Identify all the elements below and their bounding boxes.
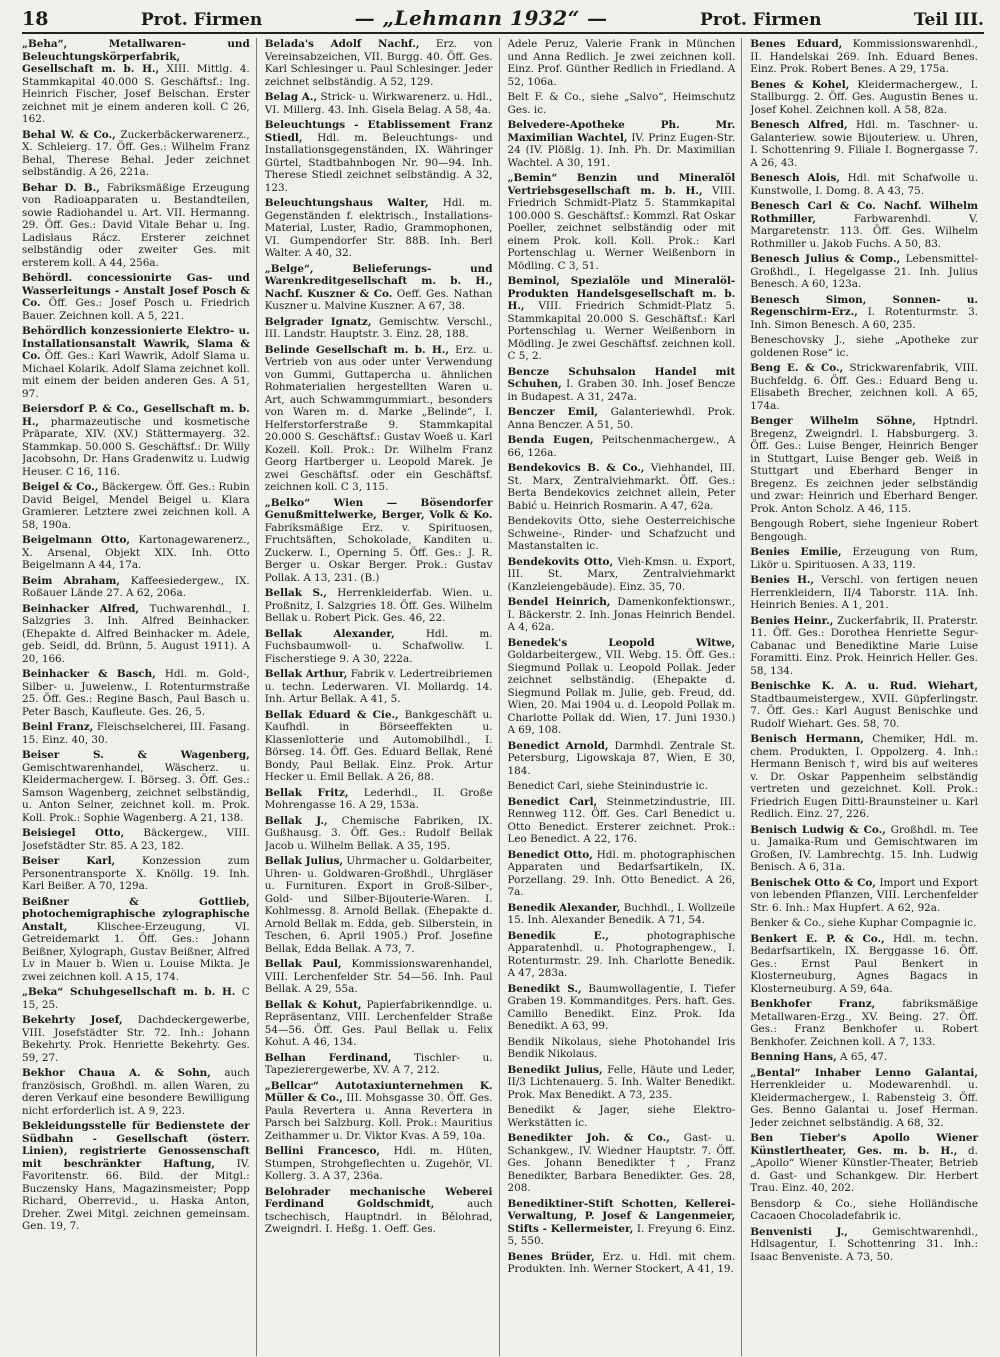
company-name: Bendel Heinrich, [507, 596, 611, 608]
company-name: Bekleidungsstelle für Bedienstete der Südbahn - Gesellschaft (österr. Linien), registrierte Genossenschaft mit beschränkter Haftung, [22, 1120, 250, 1170]
company-name: Beiser S. & Wagenberg, [22, 749, 250, 761]
company-details: Beneschovsky J., siehe „Apotheke zur goldenen Rose“ ic. [750, 334, 978, 359]
company-details: Herrenkleider u. Modewarenhdl. u. Kleidermachergew., I. Rabensteig 3. Öff. Ges. Benno Galantai u. Josef Herman. Jeder zeichnet selbständig. A 68, 32. [750, 1079, 978, 1129]
company-entry [22, 668, 250, 718]
company-name: Benesch Julius & Comp., [750, 253, 901, 265]
company-entry [508, 1036, 736, 1061]
company-details: IV. Favoritenstr. 66. Bild. der Mitgl.: Buczensky Hans, Magazinsmeister; Popp Richard, Oberrevid., u. Haska Anton, Dreher. Zwei Mitgl. zeichnen gemeinsam. Gen. 19, 7. [22, 1157, 250, 1232]
company-name: „Beha“, Metallwaren- und Beleuchtungskörperfabrik, Gesellschaft m. b. H., [22, 38, 250, 75]
company-entry [750, 824, 978, 874]
company-entry [508, 983, 736, 1033]
company-entry [22, 1014, 250, 1064]
company-details: Fleischselcherei, III. Fasang. 15. Einz. 40, 30. [22, 721, 250, 746]
company-details: Oeff. Ges. Nathan Kuszner u. Malvine Kuszner. A 67, 38. [264, 287, 493, 312]
company-name: Benger Wilhelm Söhne, [750, 415, 916, 427]
company-details: Fabriksmäßige Erz. v. Spirituosen, Fruchtsäften, Schokolade, Kanditen u. Zuckerw. I., Operning 5. Öff. Ges.: J. R. Berger u. Oskar Berger. Prok.: Gustav Pollak. A 13, 231. (B.) [264, 521, 493, 584]
company-entry [265, 344, 493, 494]
company-entry [22, 272, 250, 322]
company-entry [750, 546, 978, 571]
company-details: Chemiker, Hdl. m. chem. Produkten, I. Oppolzerg. 4. Inh.: Hermann Benisch †, wird bis auf weiteres v. Dr. Oskar Pappenheim selbständig vertreten und gezeichnet. Koll. Prok.: Friedrich Eugen Dittl-Braunsteiner u. Karl Redlich. Einz. 27, 226. [750, 733, 978, 820]
company-name: Benes Eduard, [750, 38, 843, 50]
company-details: Galanteriewhdl. Prok. Anna Benczer. A 51, 50. [507, 406, 736, 431]
company-details: Viehhandel, III. St. Marx, Zentralviehmarkt. Öff. Ges.: Berta Bendekovics zeichnet allein, Peter Babić u. Heinrich Rosmarin. A 47, 62a. [507, 462, 736, 512]
company-entry [265, 91, 493, 116]
company-entry [22, 603, 250, 666]
company-name: Benedikt S., [507, 982, 582, 995]
company-details: Hdl. m. Gold-, Silber- u. Juwelenw., I. Rotenturmstraße 25. Öff. Ges.: Regine Basch, Paul Basch u. Peter Basch, Kaufleute. Ges. 26, 5. [22, 668, 250, 718]
company-details: Dachdeckergewerbe, VIII. Josefstädter Str. 72. Inh.: Johann Bekehrty. Prok. Henriette Bekehrty. Ges. 59, 27. [22, 1014, 250, 1064]
company-entry [508, 1064, 736, 1102]
company-entry [265, 1080, 493, 1143]
company-entry [750, 362, 978, 412]
company-details: photographische Apparatenhdl. u. Photographengew., I. Rotenturmstr. 29. Inh. Charlotte Benedik. A 47, 283a. [507, 929, 736, 979]
company-entry [508, 406, 736, 431]
company-name: Benediktiner-Stift Schotten, Kellerei-Verwaltung, P. Josef & Langenmeier, Stifts - Kellermeister, [507, 1197, 736, 1235]
company-name: Ben Tieber's Apollo Wiener Künstlertheater, Ges. m. b. H., [750, 1132, 978, 1157]
company-name: Behal W. & Co., [22, 128, 116, 141]
company-details: pharmazeutische und kosmetische Präparate, XIV. (XV.) Stättermayerg. 32. Stammkap. 50.000 S. Geschäftsf.: Dr. Willy Jacobsohn, Dr. Hans Gradenwitz u. Ludwig Heuser. C 16, 116. [22, 415, 250, 478]
company-entry [265, 263, 493, 313]
company-details: Öff. Ges.: Karl Wawrik, Adolf Slama u. Michael Kolarik. Adolf Slama zeichnet koll. mit einem der beiden anderen Ges. A 51, 97. [22, 350, 250, 400]
company-details: C 15, 25. [22, 986, 250, 1011]
company-entry [750, 1198, 978, 1223]
company-details: Hdl. m. Hüten, Stumpen, Strohgeflechten u. Zugehör, VI. Kollerg. 3. A 37, 236a. [264, 1145, 493, 1182]
company-name: Beigelmann Otto, [22, 534, 131, 546]
company-entry [508, 1132, 736, 1195]
directory-title: — „Lehmann 1932“ — [354, 6, 608, 30]
company-details: Zuckerfabrik, II. Praterstr. 11. Öff. Ges.: Dorothea Henriette Segur-Cabanac und Benediktine Marie Luise Foramitti. Einz. Prok. Heinrich Heller. Ges. 58, 134. [750, 614, 978, 677]
company-entry [265, 119, 493, 194]
company-name: „Beka“ Schuhgesellschaft m. b. H. [22, 986, 236, 998]
company-name: Bellak Fritz, [264, 786, 349, 799]
company-details: I. Rotenturmstr. 3. Inh. Simon Benesch. A 60, 235. [750, 306, 978, 331]
company-name: Benisch Ludwig & Co., [750, 823, 886, 836]
company-name: Benischek Otto & Co, [750, 876, 876, 889]
company-details: Tischler- u. Tapezierergewerbe, XV. A 7, 212. [264, 1051, 493, 1076]
company-entry [22, 575, 250, 600]
company-details: Hdl. m. techn. Bedarfsartikeln, IX. Berggasse 16. Öff. Ges.: Ernst Paul Benkert in Klosterneuburg, Agnes Bagacs in Klosterneuburg. A 59, 64a. [750, 932, 978, 995]
company-entry [750, 1067, 978, 1130]
company-details: Zuckerbäckerwarenerz., X. Schleierg. 17. Öff. Ges.: Wilhelm Franz Behal, Therese Behal. Jeder zeichnet selbständig. A 26, 221a. [22, 128, 250, 178]
company-entry [22, 749, 250, 824]
company-details: Kartonagewarenerz., X. Arsenal, Objekt XIX. Inh. Otto Beigelmann A 44, 17a. [22, 534, 250, 571]
company-details: Benedict Carl, siehe Steinindustrie ic. [507, 780, 708, 792]
company-name: Benedik E., [507, 929, 609, 942]
company-name: Bencze Schuhsalon Handel mit Schuhen, [507, 365, 736, 390]
company-entry [22, 986, 250, 1011]
company-name: Benisch Hermann, [750, 733, 864, 745]
company-name: Beinl Franz, [22, 721, 94, 733]
company-entry [22, 721, 250, 746]
company-details: Fabriksmäßige Erzeugung von Radioapparaten u. Bestandteilen, sowie Radiohandel u. Art. VII. Hermanng. 29. Öff. Ges.: David Vitale Behar u. Ing. Ladislaus Rácz. Ersterer zeichnet selbständig oder zweiter Ges. mit ersterem koll. A 44, 256a. [22, 181, 250, 269]
company-entry [22, 896, 250, 984]
company-entry [750, 415, 978, 515]
company-details: Lederhdl., II. Große Mohrengasse 16. A 29, 153a. [264, 786, 493, 811]
company-name: Bekhor Chaua A. & Sohn, [22, 1067, 211, 1079]
company-entry [22, 325, 250, 400]
company-details: Stadtbaumeistergew., XVII. Güpferlingstr. 7. Öff. Ges.: Karl August Benischke und Rudolf Wiehart. Ges. 58, 70. [750, 692, 978, 730]
section-label-right: Prot. Firmen [700, 10, 822, 30]
company-name: Benesch Alois, [750, 172, 840, 184]
company-entry [508, 556, 736, 594]
company-entry [750, 733, 978, 821]
company-name: Beißner & Gottlieb, photochemigraphische zylographische Anstalt, [22, 895, 250, 933]
company-details: Farbwarenhdl. V. Margaretenstr. 113. Öff. Ges. Wilhelm Rothmiller u. Jakob Fuchs. A 50, 83. [750, 212, 978, 250]
company-name: Benda Eugen, [507, 434, 594, 446]
company-details: Hdl. m. photographischen Apparaten und Bedarfsartikeln, IX. Porzellang. 29. Inh. Otto Benedict. A 26, 7a. [507, 848, 736, 898]
company-details: Großhdl. m. Tee u. Jamaika-Rum und Gemischtwaren im Großen, IV. Lambrechtg. 15. Inh. Ludwig Benisch. A 6, 31a. [750, 823, 978, 873]
company-details: Buchhdl., I. Wollzeile 15. Inh. Alexander Benedik. A 71, 54. [507, 901, 736, 926]
company-details: Bensdorp & Co., siehe Holländische Cacaoen Chocoladefabrik ic. [750, 1197, 978, 1222]
company-name: Benczer Emil, [507, 406, 599, 418]
company-entry [750, 998, 978, 1048]
listing-column-2 [265, 38, 500, 1356]
company-name: Belada's Adolf Nachf., [264, 38, 420, 50]
company-entry [265, 709, 493, 784]
company-entry [508, 515, 736, 553]
company-name: „Belko“ Wien — Bösendorfer Genußmittelwerke, Berger, Volk & Ko. [264, 496, 493, 521]
company-name: Behördlich konzessionierte Elektro- u. Installationsanstalt Wawrik, Slama & Co. [22, 325, 250, 362]
company-details: Adele Peruz, Valerie Frank in München und Anna Redlich. Je zwei zeichnen koll. Einz. Prof. Günther Redlich in Friedland. A 52, 106a. [507, 38, 736, 88]
company-details: Strickwarenfabrik, VIII. Buchfeldg. 6. Öff. Ges.: Eduard Beng u. Elisabeth Brecher, zeichnen koll. A 65, 174a. [750, 362, 978, 412]
company-details: Chemische Fabriken, IX. Gußhausg. 3. Öff. Ges.: Rudolf Bellak Jacob u. Wilhelm Bellak. A 35, 195. [264, 814, 493, 852]
company-details: VIII. Friedrich Schmidt-Platz 5. Stammkapital 100.000 S. Geschäftsf.: Kommzl. Rat Oskar Poeller, zeichnet selbständig oder mit einem Prok. koll. Koll. Prok.: Karl Portenschlag u. Werner Weißenborn in Mödling. C 3, 51. [507, 184, 736, 272]
company-name: Benedict Arnold, [507, 739, 609, 752]
company-entry [508, 1198, 736, 1248]
company-name: Benedict Carl, [507, 795, 598, 808]
company-name: Benies H., [750, 574, 815, 586]
company-name: Beleuchtungs - Etablissement Franz Stiedl, [264, 119, 493, 144]
company-entry [508, 796, 736, 846]
company-name: Benvenisti J., [750, 1225, 848, 1238]
company-details: Papierfabrikenndlge. u. Repräsentanz, VIII. Lerchenfelder Straße 54—56. Öff. Ges. Paul Bellak u. Felix Kohut. A 46, 134. [264, 998, 493, 1048]
company-name: Belvedere-Apotheke Ph. Mr. Maximilian Wachtel, [507, 119, 736, 144]
company-name: Beng E. & Co., [750, 362, 844, 374]
company-details: IV. Prinz Eugen-Str. 24 (IV. Plößlg. 1). Inh. Ph. Dr. Maximilian Wachtel. A 30, 191. [507, 131, 736, 169]
company-name: Benesch Simon, Sonnen- u. Regenschirm-Erz., [750, 293, 978, 318]
company-details: Hptndrl. Bregenz, Zweigndrl. I. Habsburgerg. 3. Öff. Ges.: Luise Benger, Heinrich Benger in Stuttgart, Luise Benger geb. Weiß in Stuttgart und Eberhard Benger in Bregenz. Es zeichnen jeder selbständig und zwar: Heinrich und Eberhard Benger. Prok. Anton Scholz. A 46, 115. [750, 415, 978, 515]
page-number: 18 [22, 8, 49, 30]
company-name: Beleuchtungshaus Walter, [264, 197, 429, 209]
company-details: Hdl. mit Schafwolle u. Kunstwolle, I. Domg. 8. A 43, 75. [750, 172, 978, 197]
company-entry [22, 481, 250, 531]
company-name: Benedikt Julius, [507, 1063, 603, 1076]
company-name: Beiser Karl, [22, 855, 116, 867]
company-entry [22, 534, 250, 572]
company-entry [265, 1186, 493, 1236]
company-details: auch französisch, Großhdl. m. allen Waren, zu deren Verkauf eine besondere Bewilligung nicht erforderlich ist. A 9, 223. [22, 1067, 250, 1117]
company-name: Beisiegel Otto, [22, 827, 125, 839]
company-name: Benies Emilie, [750, 546, 842, 558]
company-details: Lebensmittel-Großhdl., I. Hegelgasse 21. Inh. Julius Benesch. A 60, 123a. [750, 253, 978, 290]
company-name: Beigel & Co., [22, 481, 99, 493]
company-details: Steinmetzindustrie, III. Rennweg 112. Öff. Ges. Carl Benedict u. Otto Benedict. Ersterer zeichnet. Prok.: Leo Benedict. A 22, 176. [507, 795, 736, 845]
company-entry [750, 334, 978, 359]
company-details: Kommissionswarenhandel, VIII. Lerchenfelder Str. 54—56. Inh. Paul Bellak. A 29, 55a. [264, 958, 493, 995]
company-name: Benesch Carl & Co. Nachf. Wilhelm Rothmiller, [750, 200, 978, 225]
company-details: fabriksmäßige Metallwaren-Erzg., XV. Being. 27. Öff. Ges.: Franz Benkhofer u. Robert Benkhofer. Zeichnen koll. A 7, 133. [750, 998, 978, 1048]
company-name: Benes Brüder, [507, 1250, 595, 1263]
company-entry [265, 815, 493, 853]
company-name: Behördl. concessionirte Gas- und Wasserleitungs - Anstalt Josef Posch & Co. [22, 272, 250, 309]
company-details: Benker & Co., siehe Kuphar Compagnie ic. [750, 917, 977, 929]
company-entry [22, 129, 250, 179]
company-details: Fabrik v. Ledertreibriemen u. techn. Lederwaren. VI. Mollardg. 14. Inh. Artur Bellak. A 41, 5. [264, 668, 493, 705]
company-name: Belgrader Ignatz, [264, 315, 372, 328]
company-entry [508, 462, 736, 512]
company-entry [508, 38, 736, 88]
company-details: Gemischtwarenhandel, Wäscherz. u. Kleidermachergew. I. Börseg. 3. Öff. Ges.: Samson Wagenberg, zeichnet selbständig, u. Anton Selner, zeichnet koll. m. Prok. Koll. Prok.: Sophie Wagenberg. A 21, 138. [22, 761, 250, 824]
company-entry [508, 275, 736, 363]
company-name: Beminol, Spezialöle und Mineralöl-Produkten Handelsgesellschaft m. b. H., [507, 275, 736, 312]
company-entry [265, 197, 493, 260]
listing-column-3 [508, 38, 743, 1356]
company-entry [265, 1145, 493, 1183]
company-name: Benedikter Joh. & Co., [507, 1132, 670, 1144]
company-details: Baumwollagentie, I. Tiefer Graben 19. Kommanditges. Pers. haft. Ges. Camillo Benedikt. Einz. Prok. Ida Benedikt. A 63, 99. [507, 982, 736, 1032]
company-details: Gast- u. Schankgew., IV. Wiedner Hauptstr. 7. Öff. Ges. Johann Benedikter †, Franz Benedikter, Barbara Benedikter. Ges. 28, 208. [507, 1132, 736, 1194]
company-details: I. Freyung 6. Einz. 5, 550. [507, 1222, 736, 1247]
company-entry [508, 849, 736, 899]
company-entry [750, 1051, 978, 1064]
company-name: Bellak Arthur, [264, 668, 348, 680]
company-details: Bengough Robert, siehe Ingenieur Robert Bengough. [750, 518, 978, 543]
listing-column-1 [22, 38, 257, 1356]
company-entry [22, 38, 250, 126]
company-details: Uhrmacher u. Goldarbeiter, Uhren- u. Goldwaren-Großhdl., Uhrgläser u. Furnituren. Export in Groß-Silber-, Gold- und Silber-Bijouterie-Waren. I. Kohlmessg. 8. Arnold Bellak. (Ehepakte d. Arnold Bellak m. Edda, geb. Silberstein, in Teschen, 6. April 1905.) Prof. Josefine Bellak, Edda Bellak. A 73, 7. [264, 855, 493, 955]
company-entry [750, 615, 978, 678]
company-details: Bäckergew., VIII. Josefstädter Str. 85. A 23, 182. [22, 827, 250, 852]
company-details: Erzeugung von Rum, Likör u. Spirituosen. A 33, 119. [750, 546, 978, 571]
company-entry [750, 79, 978, 117]
company-entry [508, 434, 736, 459]
company-entry [265, 316, 493, 341]
company-details: Bäckergew. Öff. Ges.: Rubin David Beigel, Mendel Beigel u. Klara Gramierer. Letztere zwei zeichnen koll. A 58, 190a. [22, 481, 250, 531]
company-details: Bankgeschäft u. Kaufhdl. in Börseeffekten u. Klassenlotterie und Automobilhdl., I. Börseg. 14. Öff. Ges. Eduard Bellak, René Bondy, Paul Bellak. Einz. Prok. Artur Hecker u. Emil Bellak. A 26, 88. [264, 708, 493, 783]
company-entry [750, 294, 978, 332]
company-entry [265, 587, 493, 625]
company-entry [508, 172, 736, 272]
company-entry [750, 877, 978, 915]
company-details: Gemischtwarenhdl., Hdlsagentur, I. Schottenring 31. Inh.: Isaac Benveniste. A 73, 50. [750, 1225, 978, 1263]
company-details: Hdl. m. Taschner- u. Galanteriew. sowie Bijouteriew. u. Uhren, I. Schottenring 9. Filiale I. Bognergasse 7. A 26, 43. [750, 119, 978, 169]
company-name: „Belge“, Belieferungs- und Warenkreditgesellschaft m. b. H., Nachf. Kuszner & Co. [264, 262, 493, 300]
company-entry [508, 780, 736, 793]
company-name: Benies Heinr., [750, 614, 834, 627]
company-details: Gemischtw. Verschl., III. Landstr. Hauptstr. 3. Einz. 28, 188. [264, 315, 493, 340]
company-name: Bendekovits Otto, [507, 555, 614, 568]
company-entry [750, 574, 978, 612]
company-details: Hdl. m. Beleuchtungs- und Installationsgegenständen, IX. Währinger Gürtel, Stadtbahnbogen Nr. 90—94. Inh. Therese Stiedl zeichnet selbständig. A 32, 123. [264, 131, 493, 194]
part-label: Teil III. [913, 10, 984, 30]
company-entry [508, 596, 736, 634]
company-entry [265, 787, 493, 812]
company-entry [750, 119, 978, 169]
company-entry [508, 91, 736, 116]
company-details: Hdl. m. Gegenständen f. elektrisch., Installations-Material, Luster, Radio, Grammophonen, VI. Gumpendorfer Str. 88B. Inh. Berl Walter. A 40, 32. [264, 197, 493, 259]
company-entry [750, 253, 978, 291]
company-name: Benkhofer Franz, [750, 998, 876, 1010]
company-details: XIII. Mittlg. 4. Stammkapital 40.000 S. Geschäftsf.: Ing. Heinrich Fischer, Josef Belschan. Erster zeichnet mit je einem anderen koll. C 26, 162. [22, 63, 250, 125]
company-entry [265, 855, 493, 955]
company-entry [750, 933, 978, 996]
company-name: Belhan Ferdinand, [264, 1051, 392, 1064]
company-name: Belinde Gesellschaft m. b. H., [264, 343, 450, 356]
company-name: Bellini Francesco, [264, 1145, 381, 1157]
company-name: Bellak J., [264, 814, 328, 827]
company-details: Import und Export von lebenden Pflanzen, VIII. Lerchenfelder Str. 6. Inh.: Max Hupfert. A 62, 92a. [750, 876, 978, 914]
page-header [22, 6, 984, 34]
company-details: Bendekovits Otto, siehe Oesterreichische Schweine-, Rinder- und Schafzucht und Mastanstalten ic. [507, 515, 736, 552]
company-name: „Bental“ Inhaber Lenno Galantai, [750, 1066, 978, 1079]
company-details: III. Mohsgasse 30. Öff. Ges. Paula Revertera u. Anna Revertera in Parsch bei Salzburg. Koll. Prok.: Mauritius Zeithammer u. Dr. Viktor Kvas. A 59, 10a. [264, 1092, 493, 1142]
listing-columns [22, 38, 984, 1356]
company-name: Bellak Julius, [264, 855, 344, 867]
company-name: Bellak Paul, [264, 958, 342, 970]
company-details: Erz. von Vereinsabzeichen, VII. Burgg. 40. Öff. Ges. Karl Schlesinger u. Paul Schlesinger. Jeder zeichnet selbständig. A 52, 129. [264, 38, 493, 88]
company-name: Benning Hans, [750, 1051, 837, 1063]
company-details: Benedikt & Jager, siehe Elektro-Werkstätten ic. [507, 1104, 736, 1129]
company-entry [750, 200, 978, 250]
company-details: Belt F. & Co., siehe „Salvo“, Heimschutz Ges. ic. [507, 91, 736, 116]
company-details: Darmhdl. Zentrale St. Petersburg, Ligowskaja 87, Wien, E 30, 184. [507, 739, 736, 777]
company-entry [265, 999, 493, 1049]
company-details: auch tschechisch, Hauptndrl. in Bělohrad, Zweigndrl. I. Heßg. 1. Oeff. Ges. [264, 1198, 493, 1235]
company-name: Benesch Alfred, [750, 119, 848, 131]
company-name: Benkert E. P. & Co., [750, 932, 885, 945]
company-details: Klischee-Erzeugung, VI. Getreidemarkt 1. Öff. Ges.: Johann Beißner, Xylograph, Gustav Beißner, Alfred Lv in Mauer b. Wien u. Louise Mikta. Je zwei zeichnen koll. A 15, 174. [22, 920, 250, 983]
company-entry [265, 497, 493, 585]
company-details: Damenkonfektionswr., I. Bäckerstr. 2. Inh. Jonas Heinrich Bendel. A 4, 62a. [507, 596, 736, 633]
company-name: „Bemin“ Benzin und Mineralöl Vertriebsgesellschaft m. b. H., [507, 172, 736, 197]
company-entry [750, 680, 978, 730]
company-details: Kommissionswarenhdl., II. Handelskai 269. Inh. Eduard Benes. Einz. Prok. Robert Benes. A 29, 175a. [750, 38, 978, 75]
company-details: VIII. Friedrich Schmidt-Platz 5. Stammkapital 20.000 S. Geschäftsf.: Karl Portenschlag u. Werner Weißenborn in Mödling. Je zwei Geschäftsf. zeichnen koll. C 5, 2. [507, 300, 736, 362]
company-details: A 65, 47. [840, 1051, 888, 1063]
company-entry [508, 637, 736, 737]
company-name: Beiersdorf P. & Co., Gesellschaft m. b. H., [22, 403, 250, 428]
company-details: Verschl. von fertigen neuen Herrenkleidern, II/4 Taborstr. 11A. Inh. Heinrich Benies. A 1, 201. [750, 574, 978, 611]
company-name: Behar D. B., [22, 181, 100, 194]
company-details: Strick- u. Wirkwarenerz. u. Hdl., VI. Millerg. 43. Inh. Gisela Belag. A 58, 4a. [264, 91, 493, 116]
company-name: Beinhacker Alfred, [22, 602, 140, 615]
company-name: Bellak Eduard & Cie., [264, 708, 399, 721]
company-details: d. „Apollo“ Wiener Künstler-Theater, Betrieb d. Gast- und Schankgew. Dir. Herbert Trau. Einz. 40, 202. [750, 1144, 978, 1194]
company-entry [265, 628, 493, 666]
company-entry [22, 182, 250, 270]
company-entry [750, 38, 978, 76]
company-entry [750, 917, 978, 930]
listing-column-4 [750, 38, 984, 1356]
company-entry [265, 1052, 493, 1077]
company-details: I. Graben 30. Inh. Josef Bencze in Budapest. A 31, 247a. [507, 378, 736, 403]
company-name: Benes & Kohel, [750, 78, 850, 91]
company-details: Erz. u. Vertrieb von aus oder unter Verwendung von Gummi, Guttapercha u. ähnlichen Rohmaterialien hergestellten Waren u. Art, auch Schwammgummiart., besonders von Waren m. d. Marke „Belinde“, I. Helferstorferstraße 9. Stammkapital 20.000 S. Geschäftsf.: Gustav Woeß u. Karl Kozell. Koll. Prok.: Dr. Wilhelm Franz Georg Hartberger u. Leopold Marek. Je zwei Geschäftsf. oder ein Geschäftsf. zeichnen koll. C 3, 115. [264, 343, 493, 493]
section-label-left: Prot. Firmen [140, 10, 263, 30]
company-details: Kaffeesiedergew., IX. Roßauer Lände 27. A 62, 206a. [22, 574, 250, 599]
company-entry [508, 902, 736, 927]
company-name: Bekehrty Josef, [22, 1014, 123, 1026]
company-entry [265, 668, 493, 706]
company-entry [22, 827, 250, 852]
company-details: Hdl. m. Fuchsbaumwoll- u. Schafwollw. I. Fischerstiege 9. A 30, 222a. [264, 627, 493, 665]
company-details: Felle, Häute und Leder, II/3 Lichtenauerg. 5. Inh. Walter Benedikt. Prok. Max Benedikt. A 73, 235. [507, 1063, 736, 1101]
company-details: Goldarbeitergew., VII. Webg. 15. Öff. Ges.: Siegmund Pollak u. Leopold Pollak. Jeder zeichnet selbständig. (Ehepakte d. Siegmund Pollak m. Julie, geb. Freud, dd. Wien, 20. Mai 1904 u. d. Leopold Pollak m. Charlotte Pollak dd. Wien, 17. Juni 1930.) A 69, 108. [507, 649, 736, 736]
company-details: Peitschenmachergew., A 66, 126a. [507, 434, 736, 459]
company-name: Benedik Alexander, [507, 901, 621, 914]
company-name: „Bellcar“ Autotaxiunternehmen K. Müller & Co., [264, 1079, 493, 1104]
company-entry [265, 38, 493, 88]
company-entry [508, 740, 736, 778]
company-name: Belag A., [264, 91, 318, 103]
company-entry [22, 403, 250, 478]
company-entry [265, 958, 493, 996]
company-entry [508, 930, 736, 980]
company-entry [508, 1251, 736, 1276]
company-details: Tuchwarenhdl., I. Salzgries 3. Inh. Alfred Beinhacker. (Ehepakte d. Alfred Beinhacker m. Adele, geb. Seidl, dd. Brünn, 5. August 1911). A 20, 166. [22, 602, 250, 665]
company-name: Beinhacker & Basch, [22, 668, 156, 680]
company-name: Bellak & Kohut, [264, 998, 362, 1011]
company-name: Benedict Otto, [507, 848, 593, 861]
company-details: Erz. u. Hdl. mit chem. Produkten. Inh. Werner Stockert, A 41, 19. [507, 1250, 736, 1275]
company-entry [22, 855, 250, 893]
company-name: Bellak S., [264, 587, 327, 599]
company-details: Vieh-Kmsn. u. Export, III. St. Marx, Zentralviehmarkt (Kanzleiengebäude). Einz. 35, 70. [507, 555, 736, 593]
company-entry [508, 366, 736, 404]
company-entry [750, 1226, 978, 1264]
company-entry [508, 1104, 736, 1129]
company-name: Bellak Alexander, [264, 627, 395, 640]
company-details: Öff. Ges.: Josef Posch u. Friedrich Bauer. Zeichnen koll. A 5, 221. [22, 297, 250, 322]
company-details: Bendik Nikolaus, siehe Photohandel Iris Bendik Nikolaus. [507, 1035, 736, 1060]
company-name: Benischke K. A. u. Rud. Wiehart, [750, 680, 978, 692]
company-name: Bendekovics B. & Co., [507, 462, 645, 474]
company-name: Benedek's Leopold Witwe, [507, 636, 736, 649]
company-details: Herrenkleiderfab. Wien. u. Proßnitz, I. Salzgries 18. Öff. Ges. Wilhelm Bellak u. Robert Pick. Ges. 46, 22. [264, 587, 493, 624]
company-name: Beim Abraham, [22, 574, 120, 587]
company-entry [750, 172, 978, 197]
company-details: Konzession zum Personentransporte X. Knöllg. 19. Inh. Karl Beißer. A 70, 129a. [22, 855, 250, 892]
company-entry [750, 518, 978, 543]
company-entry [508, 119, 736, 169]
company-entry [750, 1132, 978, 1195]
company-details: Kleidermachergew., I. Stallburgg. 2. Öff. Ges. Augustin Benes u. Josef Kohel. Zeichnen koll. A 58, 82a. [750, 78, 978, 116]
company-entry [22, 1067, 250, 1117]
company-name: Belohrader mechanische Weberei Ferdinand Goldschmidt, [264, 1185, 493, 1210]
company-entry [22, 1120, 250, 1233]
